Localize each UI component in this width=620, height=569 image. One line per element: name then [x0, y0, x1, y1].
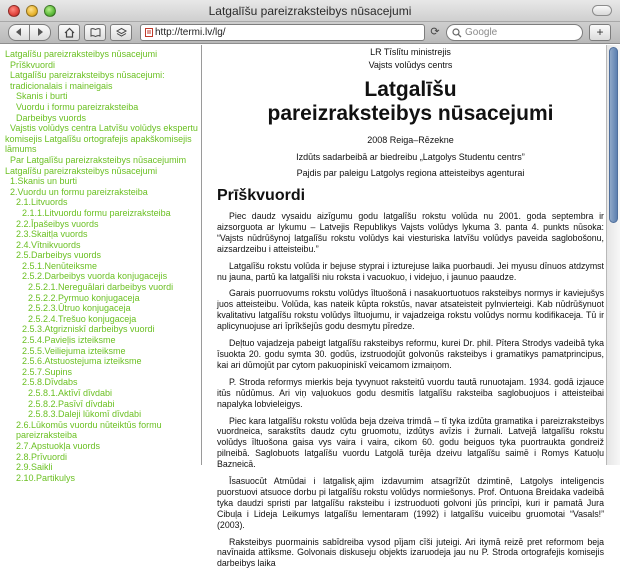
- toc-item: [5, 346, 198, 357]
- toc-item: [5, 123, 198, 134]
- toc-link[interactable]: Par Latgalīšu pareizraksteibys nūsacejumim: [10, 154, 187, 165]
- toolbar-toggle-button[interactable]: [592, 5, 612, 16]
- toc-link[interactable]: 2.5.2.4.Trešuo konjugaceja: [28, 313, 137, 324]
- toc-item: [5, 240, 198, 251]
- toc-link[interactable]: 2.5.8.3.Daleji lūkomī dīvdabi: [28, 409, 142, 420]
- toc-link[interactable]: 2.5.8.1.Aktīvī dīvdabi: [28, 388, 113, 398]
- toc-link[interactable]: 2.5.2.2.Pyrmuo konjugaceja: [28, 292, 140, 303]
- toc-link[interactable]: Skanis i burti: [16, 91, 68, 102]
- body-paragraph: Īsasuocūt Atmūdai i latgalisk˛ajim izdavumim atsagrīžūt dzimtinē, Latgolys inteligencis puorstuovi atsuoce dorbu pi latgalīšu rokstu volūdys normiešonys. Prof. Ontuona Breidaka vadeibā tyka daudzi spristi par latgalīšu raksteibu i izstruoduoti golvoni jūs princīpi, kuri ir pamatā Jura Cibuļa i Lideja Leikumys latgalīšu lementaram (1992) i latgalīšu vuiceibu gruomotai “Vasals!” (2003).: [217, 476, 604, 530]
- toc-item: [5, 452, 198, 463]
- page-favicon-icon: [145, 28, 153, 37]
- toc-link[interactable]: 2.5.2.1.Nereguālari darbeibys vuordi: [28, 282, 174, 293]
- toc-item: [5, 70, 198, 81]
- toc-item: [5, 208, 198, 219]
- agency-line: Vajsts volūdys centrs: [368, 59, 453, 70]
- search-placeholder: Google: [465, 27, 498, 38]
- search-field[interactable]: [446, 24, 583, 41]
- toc-link[interactable]: 2.5.4.Pavieļis izteiksme: [22, 335, 116, 346]
- document-pane: [203, 45, 608, 569]
- forward-arrow-icon: [35, 27, 45, 37]
- back-button[interactable]: [8, 24, 30, 41]
- toc-link[interactable]: 2.8.Prīvuordi: [16, 451, 68, 462]
- toc-item: [5, 91, 198, 102]
- toc-item: [5, 155, 198, 166]
- table-of-contents: [0, 45, 200, 483]
- body-paragraph: P. Stroda reformys mierkis beja tyvynuot raksteitū vuordu tautā runuotajam. 1934. godā izjauce itūs nūdūmus. Ari viņ vaļuokuos godu desmitīs latgalīšu raksteiba saglobuojuos i atteisteibai napalyka lobvieleigys.: [217, 376, 604, 409]
- toc-item: [5, 219, 198, 230]
- toc-item: [5, 462, 198, 473]
- toc-link[interactable]: 2.10.Partikulys: [16, 472, 76, 483]
- toc-link[interactable]: Prīškvuordi: [10, 59, 56, 70]
- toc-item: [5, 166, 198, 177]
- toc-item: [5, 367, 198, 378]
- home-button[interactable]: [58, 24, 80, 41]
- bookmarks-button[interactable]: [84, 24, 106, 41]
- frame-divider[interactable]: [201, 45, 202, 465]
- address-bar[interactable]: [140, 24, 425, 41]
- toc-item: [5, 134, 198, 145]
- toc-link[interactable]: 2.5.2.3.Ūtruo konjugaceja: [28, 303, 131, 314]
- toc-link[interactable]: Vajstis volūdys centra Latvīšu volūdys ekspertu: [10, 123, 198, 134]
- back-arrow-icon: [14, 27, 24, 37]
- toc-item: [5, 324, 198, 335]
- toc-link[interactable]: 2.1.Litvuords: [16, 197, 68, 208]
- toc-link[interactable]: 2.5.3.Atgrizniskī darbeibys vuordi: [22, 324, 155, 335]
- toc-link[interactable]: 1.Skanis un burti: [10, 176, 78, 187]
- document-title-line-1: Latgalīšu: [364, 78, 457, 101]
- toc-link[interactable]: 2.7.Apstuokļa vuords: [16, 440, 101, 451]
- toc-item: [5, 303, 198, 314]
- url-text[interactable]: http://termi.lv/lg/: [155, 27, 226, 38]
- body-paragraph: Latgalīšu rokstu volūda ir bejuse styprai i izturejuse laika puorbaudi. Jei myusu dīnuos atdzymst nu jauna, partū ka latgalīši niu roksta i vacuokuo, i videjuo, i jaunuo paaudze.: [217, 260, 604, 282]
- body-paragraph: Piec daudz vysaidu aizīgumu godu latgalīšu rokstu volūda nu 2001. goda septembra ir aizsorguota ar lykumu – Latvejis Republikys Vajsts volūdys lykuma 3. panta 4. punkts nūsoka: “Vajsts nūdrūšynoj latgalīšu rokstu volūdys kai viesturiska latvīšu volūdys paveida saglobošonu, aizsardzeibu i atteisteibu.”: [217, 211, 604, 254]
- section-heading: Prīškvuordi: [217, 187, 306, 204]
- reload-icon[interactable]: ⟳: [430, 26, 440, 38]
- home-icon: [64, 27, 75, 38]
- toc-link[interactable]: 2.4.Vītnikvuords: [16, 239, 81, 250]
- window-title: Latgalīšu pareizraksteibys nūsacejumi: [208, 4, 412, 18]
- toc-link[interactable]: 2.6.Lūkomūs vuordu nūteiktūs formu: [16, 419, 162, 430]
- toc-item: [5, 81, 198, 92]
- toc-link[interactable]: Latgalīšu pareizraksteibys nūsacejumi: [5, 49, 158, 59]
- toc-item: [5, 176, 198, 187]
- toc-item: [5, 282, 198, 293]
- toc-item: [5, 144, 198, 155]
- add-bookmark-button[interactable]: +: [589, 24, 611, 41]
- toc-link[interactable]: pareizraksteiba: [16, 430, 78, 441]
- title-bar: [0, 0, 620, 22]
- toc-item: [5, 377, 198, 388]
- toc-link[interactable]: 2.5.8.Dīvdabs: [22, 377, 78, 388]
- support-note: Pajdis par paleigu Latgolys regiona atteisteibys agenturai: [296, 168, 525, 178]
- toc-link[interactable]: 2.3.Skaitļa vuords: [16, 229, 88, 240]
- toc-link[interactable]: 2.5.5.Veiliejuma izteiksme: [22, 345, 126, 356]
- toc-item: [5, 49, 198, 60]
- toc-item: [5, 293, 198, 304]
- toc-item: [5, 409, 198, 420]
- body-paragraph: Garais puorruovums rokstu volūdys īltuošonā i nasakuortuotuos raksteibys normys ir kaviejušys juos atteisteibu. Volūda, kas nateik kūpta rokstūs, navar atsateisteit pylnvierteigi. Kab nūdrūšynuot kvalitativu latgalīšu rokstu volūdys īltuojumu, ir vajadzeiga rokstu volūdys normu kodifikaceja. Tū ir aplicynuojuse ari īprīkšejūs godu desmytu pīredze.: [217, 288, 604, 332]
- toc-item: [5, 197, 198, 208]
- toc-item: [5, 356, 198, 367]
- ministry-line: LR Tīslītu ministrejis: [370, 47, 451, 57]
- toc-link[interactable]: 2.5.2.Darbeibys vuorda konjugacejis: [22, 271, 168, 282]
- toc-item: [5, 314, 198, 325]
- toc-item: [5, 473, 198, 484]
- scrollbar-thumb[interactable]: [609, 47, 618, 223]
- toc-link[interactable]: Latgalīšu pareizraksteibys nūsacejumi:: [10, 70, 165, 81]
- toc-link[interactable]: 2.9.Saikli: [16, 462, 53, 473]
- page-content: [0, 45, 620, 569]
- toc-link[interactable]: 2.5.8.2.Pasīvī dīvdabi: [28, 398, 115, 409]
- toc-link[interactable]: Vuordu i formu pareizraksteiba: [16, 101, 139, 112]
- toc-item: [5, 250, 198, 261]
- toc-item: [5, 335, 198, 346]
- layers-button[interactable]: [110, 24, 132, 41]
- toc-item: [5, 420, 198, 431]
- toc-link[interactable]: 2.5.7.Supins: [22, 366, 73, 377]
- body-paragraph: Piec kara latgalīšu rokstu volūda beja dzeiva trimdā – tī tyka izdūta gramatika i pareizraksteibys vuordneica, sarakstīts daudz cytu gruomotu, izdūtys avīzis i žurnali. Latvejā latgalīšu rokstu volūdys īltuošona gaisa vys vaira i vaira, cikom 60. godu beiguos tyka puortraukta gondreiž pilneibā. Saglobuots latgalīšu vuordu Latgolā turēja dzeivu latgalīšu saimē i Romys Katuoļu Bazneicā.: [217, 415, 604, 470]
- toc-link[interactable]: 2.2.Īpašeibys vuords: [16, 218, 99, 229]
- forward-button[interactable]: [29, 24, 51, 41]
- toc-item: [5, 60, 198, 71]
- toc-link[interactable]: 2.5.1.Nenūteiksme: [22, 260, 98, 271]
- toc-link[interactable]: 2.1.1.Litvuordu formu pareizraksteiba: [22, 207, 171, 218]
- toc-link[interactable]: komisejis Latgalīšu ortografejis apakškomisejis: [5, 133, 192, 144]
- body-paragraph: Raksteibys puormainis sabīdreiba vysod pījam cīši juteigi. Ari itymā reizē pret reformom beja navīnaida attīksme. Golvonais diskuseju objekts izaruodeja jau nu P. Stroda ortografejis komisejis darbeibys laika: [217, 536, 604, 569]
- toc-item: [5, 102, 198, 113]
- search-icon: [452, 28, 462, 38]
- toc-item: [5, 399, 198, 410]
- toc-item: [5, 113, 198, 124]
- toc-item: [5, 388, 198, 399]
- toc-item: [5, 187, 198, 198]
- publication-year-place: 2008 Reiga–Rēzekne: [367, 135, 454, 145]
- toc-link[interactable]: tradicionalais i maineigais: [10, 80, 113, 91]
- toc-link[interactable]: 2.Vuordu un formu pareizraksteiba: [10, 186, 148, 197]
- toc-item: [5, 430, 198, 441]
- layers-icon: [116, 27, 127, 38]
- document-body: [217, 211, 604, 569]
- toc-link[interactable]: lāmums: [5, 144, 37, 155]
- browser-toolbar: [0, 22, 620, 44]
- toc-link[interactable]: 2.5.6.Atstuostejuma izteiksme: [22, 356, 142, 367]
- vertical-scrollbar[interactable]: [606, 45, 620, 465]
- document-title-line-2: pareizraksteibys nūsacejumi: [267, 102, 554, 125]
- toc-link[interactable]: Darbeibys vuords: [16, 112, 87, 123]
- toc-link[interactable]: Latgalīšu pareizraksteibys nūsacejumi: [5, 165, 158, 176]
- toc-item: [5, 261, 198, 272]
- body-paragraph: Deļtuo vajadzeja pabeigt latgalīšu raksteibys reformu, kurei Dr. phil. Pītera Strodys vadeibā tyka īsuokta 20. godu symta 30. godūs, izstruodojūt golvonūs raksteibys i gramatikys pamatprincipus, kai ari dūmojūt par cytom pakuopiniskī veicamom izmaiņom.: [217, 338, 604, 370]
- open-book-icon: [90, 27, 101, 38]
- toc-item: [5, 229, 198, 240]
- toc-link[interactable]: 2.5.Darbeibys vuords: [16, 250, 102, 261]
- cooperation-note: Izdūts sadarbeibā ar biedreibu „Latgolys Studentu centrs”: [296, 152, 525, 162]
- toc-item: [5, 441, 198, 452]
- toc-item: [5, 271, 198, 282]
